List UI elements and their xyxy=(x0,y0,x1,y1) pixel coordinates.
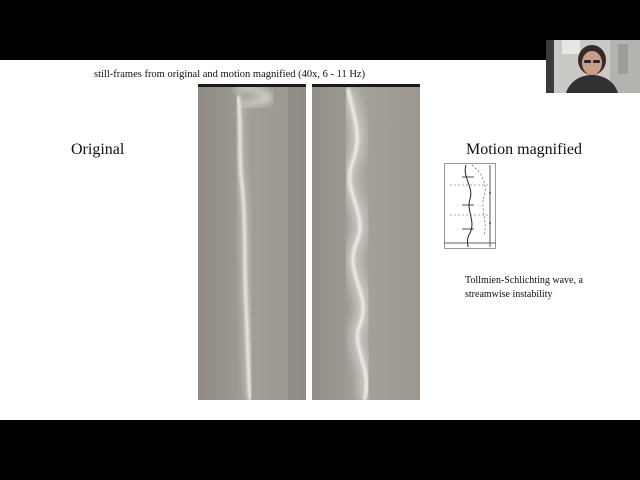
label-original: Original xyxy=(71,141,125,158)
wave-diagram-figure xyxy=(444,163,496,249)
smoke-plume-magnified xyxy=(312,84,420,400)
slide-canvas xyxy=(0,60,640,420)
tollmien-schlichting-diagram xyxy=(444,163,496,249)
label-motion-magnified: Motion magnified xyxy=(466,141,582,158)
presenter-portrait xyxy=(546,40,640,93)
original-frame-image xyxy=(198,84,306,400)
frame-border-top xyxy=(198,84,306,87)
frame-border-top xyxy=(312,84,420,87)
presenter-webcam-video xyxy=(546,40,640,93)
slide-caption: still-frames from original and motion magnified (40x, 6 - 11 Hz) xyxy=(94,69,366,80)
tollmien-schlichting-note: Tollmien-Schlichting wave, a streamwise instability xyxy=(465,275,583,300)
smoke-plume-original xyxy=(198,84,306,400)
magnified-frame-image xyxy=(312,84,420,400)
